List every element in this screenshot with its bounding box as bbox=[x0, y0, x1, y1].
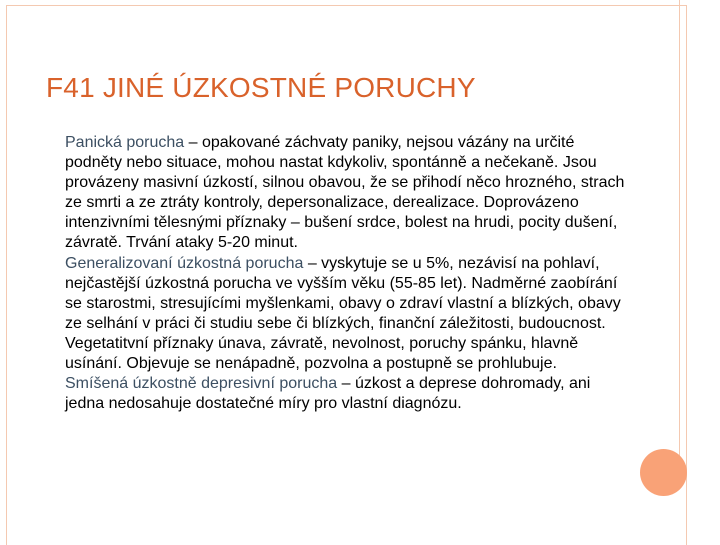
description-panic-disorder: – opakované záchvaty paniky, nejsou vázány na určité podněty nebo situace, mohou nastat kdykoliv, spontánně a nečekaně. Jsou provázeny masivní úzkostí, silnou obavou, že se přihodí něco hrozného, strach ze smrti a ze ztráty kontroly, depersonalizace, derealizace. Doprovázeno intenzivními tělesnými příznaky – bušení srdce, bolest na hrudi, pocity dušení, závratě. Trvání ataky 5-20 minut. bbox=[65, 134, 625, 252]
description-generalized-anxiety: – vyskytuje se u 5%, nezávisí na pohlaví, nejčastější úzkostná porucha ve vyšším věku (55-85 let). Nadměrné zaobírání se starostmi, stresujícími myšlenkami, obavy o zdraví vlastní a blízkých, obavy ze selhání v práci či studiu sebe či blízkých, finanční záležitosti, budoucnost. Vegetatitvní příznaky únava, závratě, nevolnost, poruchy spánku, hlavně usínání. Objevuje se nenápadně, pozvolna a postupně se prohlubuje. bbox=[65, 254, 621, 373]
accent-line bbox=[679, 0, 680, 458]
paragraph-panic-disorder bbox=[65, 133, 625, 254]
paragraph-generalized-anxiety bbox=[65, 254, 625, 375]
slide-title: F41 JINÉ ÚZKOSTNÉ PORUCHY bbox=[46, 72, 476, 103]
slide-body bbox=[65, 133, 625, 414]
term-panic-disorder: Panická porucha bbox=[65, 134, 185, 151]
term-mixed-anxiety-depression: Smíšená úzkostně depresivní porucha bbox=[65, 375, 338, 393]
description-mixed-anxiety-depression: – úzkost a deprese dohromady, ani jedna nedosahuje dostatečné míry pro vlastní diagnózu. bbox=[65, 375, 591, 413]
accent-circle bbox=[640, 449, 687, 496]
paragraph-mixed-anxiety-depression bbox=[65, 374, 625, 414]
term-generalized-anxiety: Generalizovaní úzkostná porucha bbox=[65, 254, 304, 272]
